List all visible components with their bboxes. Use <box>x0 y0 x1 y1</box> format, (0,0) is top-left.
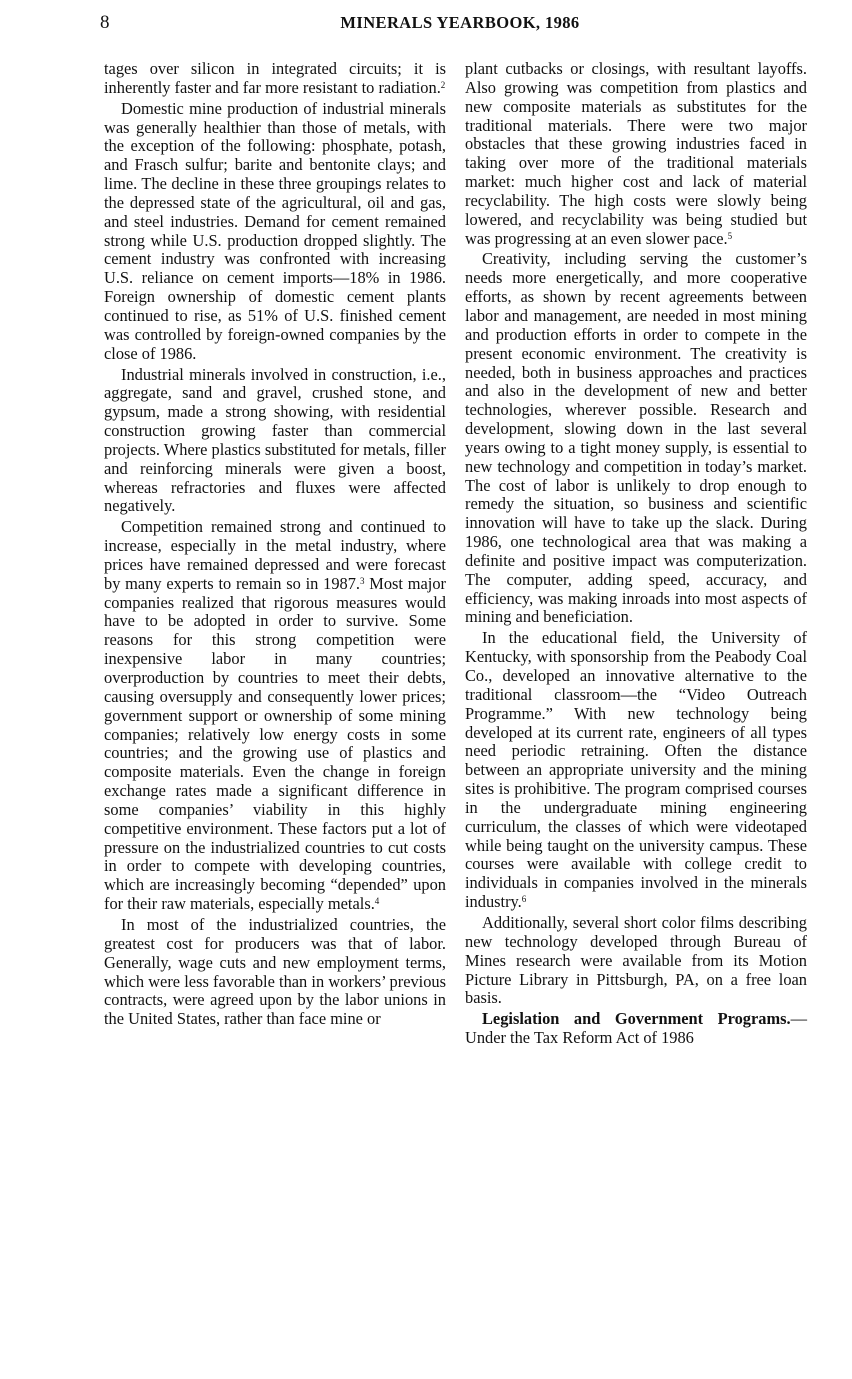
paragraph-radiation-continuation <box>104 60 446 98</box>
paragraph-domestic-mine-production <box>104 100 446 364</box>
footnote-ref-3: 3 <box>360 575 365 586</box>
footnote-ref-5: 5 <box>727 230 733 241</box>
paragraph-text: Creativity, including serving the customer’s needs more energetically, and more cooperative efforts, as shown by recent agreements between labor and management, are needed in most mining and production efforts in order to compete in the present economic environment. The creativity is needed, both in business approaches and practices and also in the development of new and better technologies, wherever possible. Research and development, slowing down in the last several years owing to a tight money supply, is essential to new technology and competition in today’s market. The cost of labor is unlikely to drop enough to remedy the situation, so business and scientific innovation will have to take up the slack. During 1986, one technological area that was making a definite and positive impact was computerization. The computer, adding speed, accuracy, and efficiency, was making inroads into most aspects of mining and beneficiation. <box>465 249 807 627</box>
paragraph-text: Most major companies realized that rigorous measures would have to be adopted in order to survive. Some reasons for this strong competition were inexpensive labor in many countries; overproduction by countries to meet their debts, causing oversupply and consequently lower prices; government support or ownership of some mining companies; relatively low energy costs in some countries; and the growing use of plastics and composite materials. Even the change in foreign exchange rates made a significant difference in some companies’ viability in this highly competitive environment. These factors put a lot of pressure on the industrialized countries to cut costs in order to compete with developing countries, which are increasingly becoming “depended” upon for their raw materials, especially metals. <box>104 573 446 914</box>
paragraph-text: Industrial minerals involved in construction, i.e., aggregate, sand and gravel, crushed stone, and gypsum, made a strong showing, with residential construction growing faster than commercial projects. Where plastics substituted for metals, filler and reinforcing minerals were given a boost, whereas refractories and fluxes were affected negatively. <box>104 364 446 516</box>
paragraph-text: tages over silicon in integrated circuits; it is inherently faster and far more resistant to radiation. <box>104 59 446 97</box>
paragraph-legislation <box>465 1010 807 1048</box>
paragraph-text: Additionally, several short color films describing new technology developed through Bureau of Mines research were available from its Motion Picture Library in Pittsburgh, PA, on a free loan basis. <box>465 912 807 1008</box>
footnote-ref-2: 2 <box>440 79 446 90</box>
left-column <box>104 60 446 1031</box>
paragraph-labor-costs <box>104 916 446 1029</box>
paragraph-creativity <box>465 250 807 627</box>
section-heading-legislation: Legislation and Government Programs. <box>482 1009 791 1029</box>
paragraph-text: Competition remained strong and continued to increase, especially in the metal industry, where prices have remained depressed and were forecast by many experts to remain so in 1987. <box>104 517 446 593</box>
page-number: 8 <box>100 12 110 33</box>
paragraph-text: In most of the industrialized countries, the greatest cost for producers was that of labor. Generally, wage cuts and new employment terms, which were less favorable than in workers’ previous contracts, were agreed upon by the labor unions in the United States, rather than face mine or <box>104 914 446 1029</box>
footnote-ref-6: 6 <box>521 894 527 905</box>
right-column <box>465 60 807 1050</box>
page-header <box>100 12 820 36</box>
paragraph-text: Domestic mine production of industrial minerals was generally healthier than those of metals, with the exception of the following: phosphate, potash, and Frasch sulfur; barite and bentonite clays; and lime. The decline in these three groupings relates to the depressed state of the agricultural, oil and gas, and steel industries. Demand for cement remained strong while U.S. production dropped slightly. The cement industry was confronted with increasing U.S. reliance on cement imports—18% in 1986. Foreign ownership of domestic cement plants continued to rise, as 51% of U.S. finished cement was controlled by foreign-owned companies by the close of 1986. <box>104 98 446 363</box>
paragraph-text: In the educational field, the University of Kentucky, with sponsorship from the Peabody Coal Co., developed an innovative alternative to the traditional classroom—the “Video Outreach Programme.” With new technology being developed at its current rate, engineers of all types need periodic retraining. Often the distance between an appropriate university and the mining sites is prohibitive. The program comprised courses in the undergraduate mining engineering curriculum, the classes of which were videotaped while being taught on the university campus. These courses were available with college credit to individuals in companies involved in the minerals industry. <box>465 628 807 912</box>
footnote-ref-4: 4 <box>374 896 380 907</box>
paragraph-educational-field <box>465 629 807 912</box>
running-title: MINERALS YEARBOOK, 1986 <box>340 13 580 32</box>
paragraph-text: —Under the Tax Reform Act of 1986 <box>465 1009 807 1048</box>
paragraph-competition <box>104 518 446 914</box>
paragraph-text: plant cutbacks or closings, with resultant layoffs. Also growing was competition from plastics and new composite materials as substitutes for the traditional materials. There were two major obstacles that these growing industries faced in taking over more of the traditional materials market: much higher cost and lack of material recyclability. The high costs were slowly being lowered, and recyclability was being studied but was progressing at an even slower pace. <box>465 59 807 248</box>
paragraph-color-films <box>465 914 807 1008</box>
paragraph-plant-cutbacks-continuation <box>465 60 807 248</box>
paragraph-industrial-minerals-construction <box>104 366 446 517</box>
